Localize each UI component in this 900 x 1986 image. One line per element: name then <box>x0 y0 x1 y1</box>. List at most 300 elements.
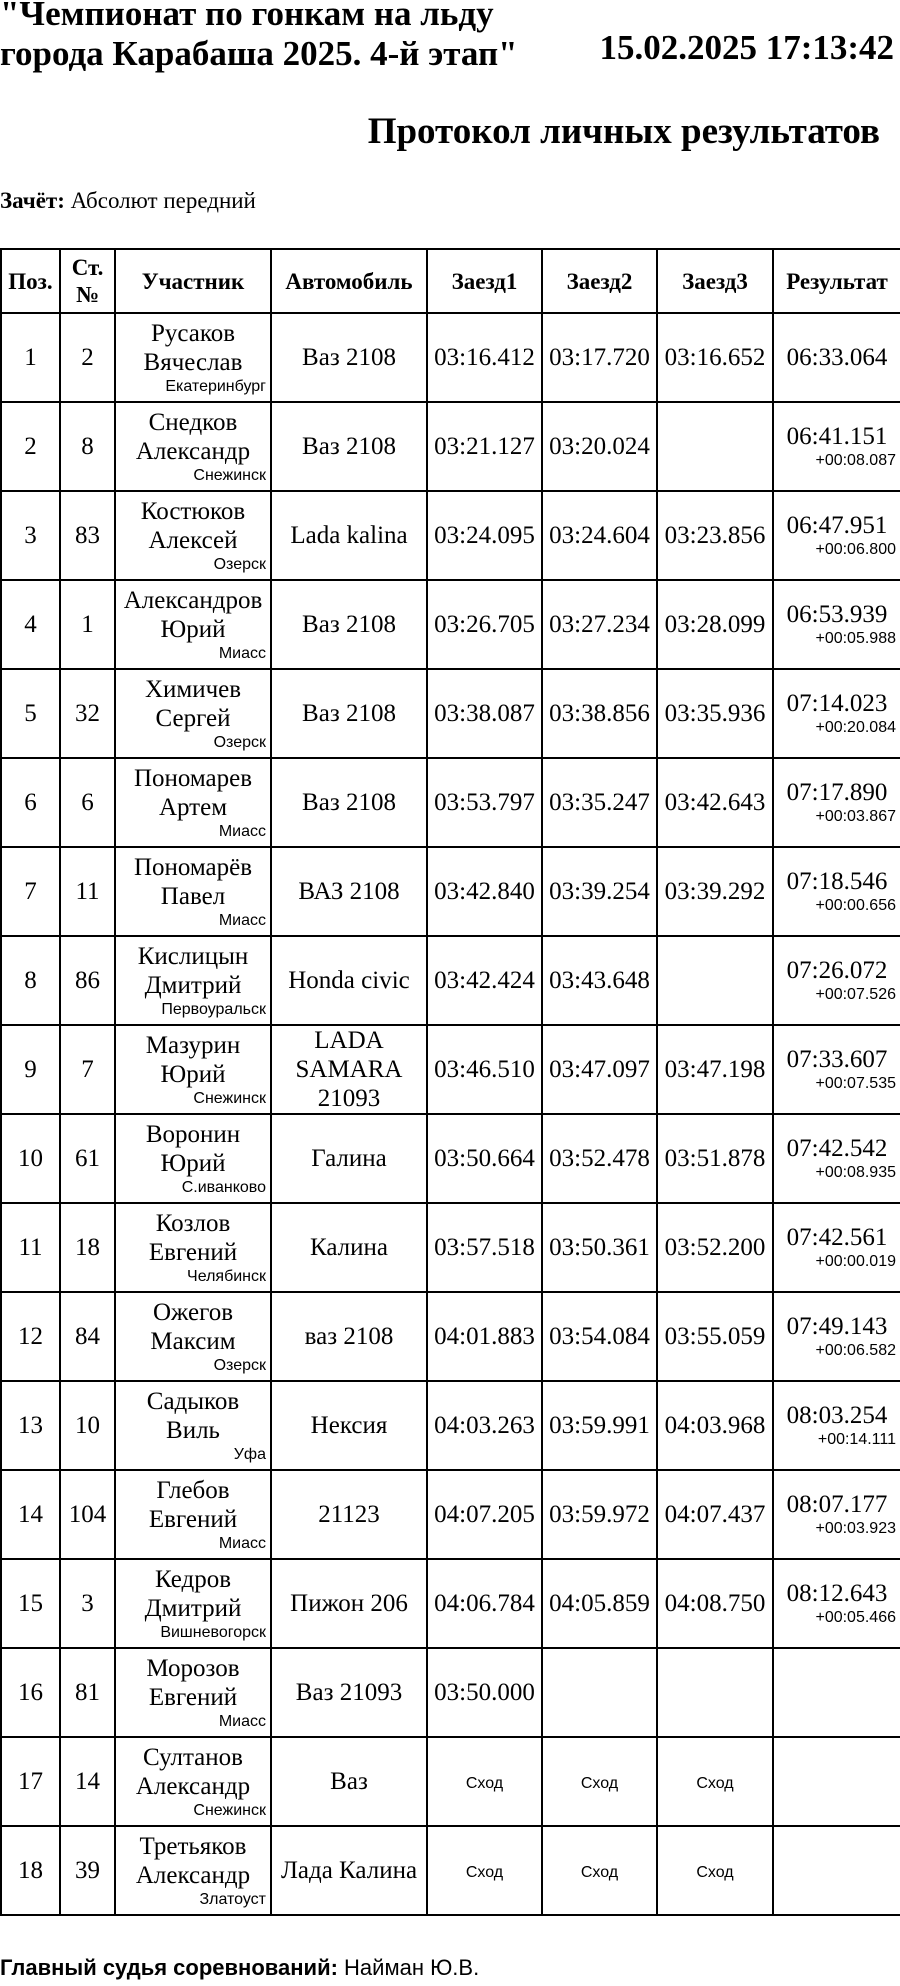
car-cell-value: Honda civic <box>288 967 410 994</box>
start-number-cell <box>60 758 115 847</box>
chief-judge-name: Найман Ю.В. <box>344 1955 480 1980</box>
car-cell <box>271 1025 427 1114</box>
car-cell <box>271 1559 427 1648</box>
heat-1-cell-value: 04:06.784 <box>434 1590 535 1617</box>
participant-cell <box>115 1203 271 1292</box>
start-number-cell <box>60 1737 115 1826</box>
start-number-cell-value: 86 <box>75 967 100 994</box>
car-cell <box>271 1737 427 1826</box>
table-row <box>1 580 900 669</box>
heat-1-cell-value: 04:03.263 <box>434 1412 535 1439</box>
heat-3-cell-value: 04:03.968 <box>664 1412 766 1439</box>
participant-city: С.иванково <box>181 1178 266 1196</box>
heat-1-cell <box>427 1381 542 1470</box>
start-number-cell <box>60 1381 115 1470</box>
heat-1-cell <box>427 669 542 758</box>
heat-1-cell-value: 03:21.127 <box>434 433 535 460</box>
report-datetime: 15.02.2025 17:13:42 <box>599 28 894 67</box>
participant-cell <box>115 1381 271 1470</box>
start-number-cell-value: 11 <box>75 878 100 905</box>
position-cell-value: 7 <box>24 878 37 905</box>
result-cell <box>773 1559 900 1648</box>
car-cell <box>271 1203 427 1292</box>
header-start-number: Ст. № <box>60 249 115 313</box>
start-number-cell <box>60 1025 115 1114</box>
heat-3-cell-value: 03:47.198 <box>664 1056 766 1083</box>
position-cell <box>1 1470 60 1559</box>
position-cell <box>1 936 60 1025</box>
car-cell-value: Ваз 2108 <box>302 789 396 816</box>
car-cell-value: Ваз <box>330 1768 368 1795</box>
heat-1-cell <box>427 1114 542 1203</box>
car-cell <box>271 491 427 580</box>
participant-name: Александров Юрий <box>123 586 263 643</box>
heat-3-cell-value: 04:07.437 <box>664 1501 766 1528</box>
result-cell <box>773 313 900 402</box>
header-result: Результат <box>773 249 900 313</box>
heat-2-cell-value: Сход <box>580 1774 619 1792</box>
heat-1-cell <box>427 1826 542 1915</box>
result-cell <box>773 936 900 1025</box>
result-gap: +00:14.111 <box>817 1430 896 1448</box>
start-number-cell-value: 39 <box>75 1857 100 1884</box>
car-cell <box>271 1470 427 1559</box>
heat-1-cell-value: Сход <box>465 1863 504 1881</box>
start-number-cell <box>60 936 115 1025</box>
table-row <box>1 758 900 847</box>
start-number-cell <box>60 1203 115 1292</box>
car-cell-value: Ваз 2108 <box>302 433 396 460</box>
result-gap: +00:06.582 <box>815 1341 896 1359</box>
heat-3-cell-value: 03:39.292 <box>664 878 766 905</box>
heat-3-cell <box>657 1025 773 1114</box>
start-number-cell-value: 1 <box>81 611 94 638</box>
result-gap: +00:07.535 <box>815 1074 896 1092</box>
table-row <box>1 491 900 580</box>
result-cell <box>773 1470 900 1559</box>
heat-3-cell <box>657 847 773 936</box>
start-number-cell <box>60 491 115 580</box>
participant-city: Миасс <box>218 644 266 662</box>
heat-1-cell <box>427 580 542 669</box>
position-cell-value: 17 <box>18 1768 43 1795</box>
table-row <box>1 1559 900 1648</box>
standings-value: Абсолют передний <box>70 188 256 213</box>
start-number-cell-value: 7 <box>81 1056 94 1083</box>
heat-1-cell-value: 04:07.205 <box>434 1501 535 1528</box>
position-cell <box>1 313 60 402</box>
start-number-cell-value: 8 <box>81 433 94 460</box>
participant-cell <box>115 1648 271 1737</box>
heat-2-cell <box>542 1203 657 1292</box>
heat-1-cell-value: 03:42.840 <box>434 878 535 905</box>
heat-2-cell <box>542 936 657 1025</box>
table-row <box>1 1648 900 1737</box>
result-total-time: 06:33.064 <box>786 343 888 371</box>
position-cell <box>1 847 60 936</box>
position-cell <box>1 1648 60 1737</box>
heat-2-cell <box>542 1025 657 1114</box>
car-cell-value: Галина <box>311 1145 387 1172</box>
result-total-time: 07:33.607 <box>786 1045 888 1073</box>
heat-2-cell-value: 04:05.859 <box>549 1590 650 1617</box>
participant-city: Миасс <box>218 822 266 840</box>
heat-2-cell <box>542 1559 657 1648</box>
heat-1-cell-value: 03:26.705 <box>434 611 535 638</box>
table-row <box>1 669 900 758</box>
start-number-cell <box>60 402 115 491</box>
position-cell <box>1 1559 60 1648</box>
car-cell <box>271 1114 427 1203</box>
position-cell <box>1 1292 60 1381</box>
participant-city: Челябинск <box>187 1267 266 1285</box>
result-total-time: 08:03.254 <box>786 1401 888 1429</box>
car-cell-value: Ваз 2108 <box>302 700 396 727</box>
participant-city: Первоуральск <box>161 1000 266 1018</box>
car-cell <box>271 1648 427 1737</box>
position-cell-value: 14 <box>18 1501 43 1528</box>
car-cell-value: Ваз 21093 <box>295 1679 403 1706</box>
result-cell <box>773 1826 900 1915</box>
chief-judge-label: Главный судья соревнований: <box>0 1955 338 1980</box>
header-car: Автомобиль <box>271 249 427 313</box>
car-cell-value: Ваз 2108 <box>302 344 396 371</box>
result-total-time: 07:42.561 <box>786 1223 888 1251</box>
car-cell <box>271 1826 427 1915</box>
table-row <box>1 936 900 1025</box>
heat-2-cell <box>542 313 657 402</box>
participant-name: Садыков Виль <box>146 1387 240 1444</box>
heat-2-cell-value: 03:39.254 <box>549 878 650 905</box>
participant-name: Пономарёв Павел <box>133 853 253 910</box>
participant-name: Химичев Сергей <box>144 675 242 732</box>
start-number-cell-value: 10 <box>75 1412 100 1439</box>
table-header-row <box>1 249 900 313</box>
heat-3-cell <box>657 1114 773 1203</box>
result-gap: +00:00.019 <box>815 1252 896 1270</box>
heat-1-cell <box>427 1203 542 1292</box>
participant-city: Снежинск <box>193 466 266 484</box>
heat-3-cell-value: 03:55.059 <box>664 1323 766 1350</box>
heat-1-cell-value: 03:16.412 <box>434 344 535 371</box>
position-cell-value: 12 <box>18 1323 43 1350</box>
result-gap: +00:06.800 <box>815 540 896 558</box>
heat-2-cell <box>542 1470 657 1559</box>
start-number-cell-value: 2 <box>81 344 94 371</box>
table-row <box>1 1025 900 1114</box>
start-number-cell-value: 3 <box>81 1590 94 1617</box>
result-cell <box>773 1203 900 1292</box>
participant-name: Козлов Евгений <box>148 1209 238 1266</box>
participant-cell <box>115 1826 271 1915</box>
participant-cell <box>115 1114 271 1203</box>
heat-2-cell <box>542 1292 657 1381</box>
heat-1-cell-value: 03:24.095 <box>434 522 535 549</box>
heat-3-cell-value: Сход <box>696 1774 734 1792</box>
table-row <box>1 402 900 491</box>
heat-1-cell <box>427 1292 542 1381</box>
heat-2-cell-value: 03:54.084 <box>549 1323 650 1350</box>
position-cell <box>1 1737 60 1826</box>
result-gap: +00:20.084 <box>815 718 896 736</box>
position-cell-value: 6 <box>24 789 37 816</box>
start-number-cell <box>60 580 115 669</box>
participant-cell <box>115 491 271 580</box>
result-gap: +00:03.867 <box>815 807 896 825</box>
participant-name: Русаков Вячеслав <box>143 319 243 376</box>
start-number-cell-value: 83 <box>75 522 100 549</box>
participant-city: Екатеринбург <box>165 377 266 395</box>
heat-3-cell <box>657 580 773 669</box>
result-total-time: 07:49.143 <box>786 1312 888 1340</box>
heat-2-cell-value: 03:52.478 <box>549 1145 650 1172</box>
car-cell-value: Ваз 2108 <box>302 611 396 638</box>
heat-3-cell <box>657 1381 773 1470</box>
car-cell-value: Нексия <box>310 1412 388 1439</box>
chief-judge <box>0 1954 479 1982</box>
table-row <box>1 1737 900 1826</box>
start-number-cell <box>60 1292 115 1381</box>
results-table <box>0 248 900 1916</box>
heat-2-cell-value: 03:43.648 <box>549 967 650 994</box>
start-number-cell-value: 18 <box>75 1234 100 1261</box>
heat-3-cell-value: 03:42.643 <box>664 789 766 816</box>
position-cell <box>1 1381 60 1470</box>
participant-city: Снежинск <box>193 1089 266 1107</box>
participant-cell <box>115 580 271 669</box>
heat-1-cell-value: 03:42.424 <box>434 967 535 994</box>
start-number-cell <box>60 669 115 758</box>
heat-3-cell <box>657 402 773 491</box>
heat-1-cell-value: Сход <box>465 1774 504 1792</box>
result-cell <box>773 1381 900 1470</box>
results-table-body <box>1 313 900 1915</box>
position-cell <box>1 1203 60 1292</box>
table-row <box>1 313 900 402</box>
heat-2-cell <box>542 669 657 758</box>
heat-3-cell <box>657 1826 773 1915</box>
participant-name: Мазурин Юрий <box>145 1031 241 1088</box>
position-cell-value: 3 <box>24 522 37 549</box>
heat-2-cell-value: 03:35.247 <box>549 789 650 816</box>
position-cell <box>1 491 60 580</box>
heat-3-cell <box>657 936 773 1025</box>
participant-name: Кедров Дмитрий <box>144 1565 242 1622</box>
car-cell-value: 21123 <box>318 1501 380 1528</box>
participant-name: Султанов Александр <box>135 1743 251 1800</box>
heat-1-cell <box>427 1025 542 1114</box>
participant-cell <box>115 669 271 758</box>
car-cell <box>271 758 427 847</box>
car-cell <box>271 580 427 669</box>
start-number-cell-value: 6 <box>81 789 94 816</box>
table-row <box>1 847 900 936</box>
heat-3-cell-value: 03:35.936 <box>664 700 766 727</box>
heat-1-cell <box>427 758 542 847</box>
heat-1-cell <box>427 1470 542 1559</box>
start-number-cell <box>60 1648 115 1737</box>
car-cell-value: Пижон 206 <box>290 1590 408 1617</box>
heat-2-cell-value: 03:17.720 <box>549 344 650 371</box>
heat-3-cell-value: Сход <box>696 1863 734 1881</box>
heat-3-cell <box>657 491 773 580</box>
participant-name: Костюков Алексей <box>140 497 246 554</box>
table-row <box>1 1381 900 1470</box>
heat-3-cell <box>657 669 773 758</box>
participant-city: Миасс <box>218 911 266 929</box>
standings-label: Зачёт: <box>0 188 65 213</box>
heat-1-cell <box>427 313 542 402</box>
participant-city: Озерск <box>213 555 266 573</box>
heat-2-cell <box>542 1114 657 1203</box>
result-gap: +00:08.087 <box>815 451 896 469</box>
position-cell-value: 8 <box>24 967 37 994</box>
position-cell-value: 16 <box>18 1679 43 1706</box>
participant-cell <box>115 1025 271 1114</box>
result-gap: +00:07.526 <box>815 985 896 1003</box>
position-cell <box>1 402 60 491</box>
position-cell-value: 18 <box>18 1857 43 1884</box>
result-total-time: 07:14.023 <box>786 689 888 717</box>
participant-cell <box>115 936 271 1025</box>
car-cell-value: ВАЗ 2108 <box>298 878 400 905</box>
participant-cell <box>115 1559 271 1648</box>
heat-2-cell-value: Сход <box>580 1863 619 1881</box>
start-number-cell <box>60 847 115 936</box>
heat-2-cell-value: 03:59.991 <box>549 1412 650 1439</box>
heat-3-cell-value: 04:08.750 <box>664 1590 766 1617</box>
participant-city: Миасс <box>218 1712 266 1730</box>
participant-cell <box>115 1292 271 1381</box>
heat-3-cell-value: 03:16.652 <box>664 344 766 371</box>
heat-1-cell-value: 03:38.087 <box>434 700 535 727</box>
heat-3-cell <box>657 313 773 402</box>
participant-name: Воронин Юрий <box>145 1120 241 1177</box>
heat-2-cell <box>542 491 657 580</box>
header-heat-2: Заезд2 <box>542 249 657 313</box>
heat-1-cell <box>427 1559 542 1648</box>
result-cell <box>773 402 900 491</box>
car-cell-value: ваз 2108 <box>304 1323 394 1350</box>
participant-cell <box>115 1470 271 1559</box>
heat-2-cell <box>542 580 657 669</box>
result-cell <box>773 1114 900 1203</box>
participant-city: Вишневогорск <box>160 1623 266 1641</box>
header-heat-3: Заезд3 <box>657 249 773 313</box>
position-cell-value: 1 <box>24 344 37 371</box>
heat-3-cell-value: 03:52.200 <box>664 1234 766 1261</box>
heat-3-cell <box>657 758 773 847</box>
table-row <box>1 1470 900 1559</box>
heat-2-cell <box>542 1648 657 1737</box>
start-number-cell <box>60 1826 115 1915</box>
participant-city: Озерск <box>213 1356 266 1374</box>
protocol-title: Протокол личных результатов <box>367 111 880 152</box>
participant-name: Третьяков Александр <box>135 1832 251 1889</box>
participant-name: Ожегов Максим <box>150 1298 236 1355</box>
heat-2-cell-value: 03:50.361 <box>549 1234 650 1261</box>
position-cell <box>1 1114 60 1203</box>
heat-1-cell <box>427 936 542 1025</box>
position-cell-value: 9 <box>24 1056 37 1083</box>
car-cell <box>271 402 427 491</box>
heat-3-cell <box>657 1648 773 1737</box>
participant-city: Озерск <box>213 733 266 751</box>
start-number-cell <box>60 1470 115 1559</box>
result-gap: +00:03.923 <box>815 1519 896 1537</box>
position-cell <box>1 580 60 669</box>
heat-2-cell-value: 03:47.097 <box>549 1056 650 1083</box>
table-row <box>1 1114 900 1203</box>
result-cell <box>773 1025 900 1114</box>
heat-3-cell-value: 03:23.856 <box>664 522 766 549</box>
heat-1-cell-value: 03:50.000 <box>434 1679 535 1706</box>
start-number-cell-value: 61 <box>75 1145 100 1172</box>
position-cell-value: 2 <box>24 433 37 460</box>
position-cell-value: 13 <box>18 1412 43 1439</box>
car-cell <box>271 313 427 402</box>
result-total-time: 06:53.939 <box>786 600 888 628</box>
position-cell <box>1 1826 60 1915</box>
participant-name: Снедков Александр <box>135 408 251 465</box>
position-cell <box>1 1025 60 1114</box>
start-number-cell-value: 14 <box>75 1768 100 1795</box>
heat-2-cell <box>542 1737 657 1826</box>
heat-1-cell <box>427 1648 542 1737</box>
car-cell <box>271 847 427 936</box>
table-row <box>1 1292 900 1381</box>
heat-2-cell-value: 03:24.604 <box>549 522 650 549</box>
heat-2-cell-value: 03:27.234 <box>549 611 650 638</box>
header-position: Поз. <box>1 249 60 313</box>
result-cell <box>773 758 900 847</box>
result-total-time: 07:18.546 <box>786 867 888 895</box>
car-cell <box>271 1381 427 1470</box>
heat-1-cell-value: 03:53.797 <box>434 789 535 816</box>
position-cell-value: 4 <box>24 611 37 638</box>
participant-cell <box>115 402 271 491</box>
position-cell <box>1 758 60 847</box>
table-row <box>1 1203 900 1292</box>
heat-3-cell-value: 03:28.099 <box>664 611 766 638</box>
result-cell <box>773 491 900 580</box>
car-cell-value: Lada kalina <box>290 522 408 549</box>
heat-3-cell <box>657 1203 773 1292</box>
participant-name: Пономарев Артем <box>133 764 253 821</box>
result-cell <box>773 580 900 669</box>
result-gap: +00:05.466 <box>815 1608 896 1626</box>
participant-name: Глебов Евгений <box>148 1476 238 1533</box>
participant-cell <box>115 1737 271 1826</box>
header-heat-1: Заезд1 <box>427 249 542 313</box>
heat-1-cell <box>427 847 542 936</box>
heat-1-cell-value: 03:50.664 <box>434 1145 535 1172</box>
header-participant: Участник <box>115 249 271 313</box>
heat-2-cell-value: 03:38.856 <box>549 700 650 727</box>
participant-city: Снежинск <box>193 1801 266 1819</box>
participant-city: Миасс <box>218 1534 266 1552</box>
heat-3-cell <box>657 1737 773 1826</box>
event-title: "Чемпионат по гонкам на льду города Карабаша 2025. 4-й этап" <box>0 0 518 73</box>
heat-3-cell <box>657 1292 773 1381</box>
result-gap: +00:05.988 <box>815 629 896 647</box>
position-cell-value: 15 <box>18 1590 43 1617</box>
start-number-cell-value: 32 <box>75 700 100 727</box>
standings-category <box>0 186 256 216</box>
heat-2-cell-value: 03:59.972 <box>549 1501 650 1528</box>
result-total-time: 06:41.151 <box>786 422 888 450</box>
car-cell-value: Калина <box>310 1234 388 1261</box>
